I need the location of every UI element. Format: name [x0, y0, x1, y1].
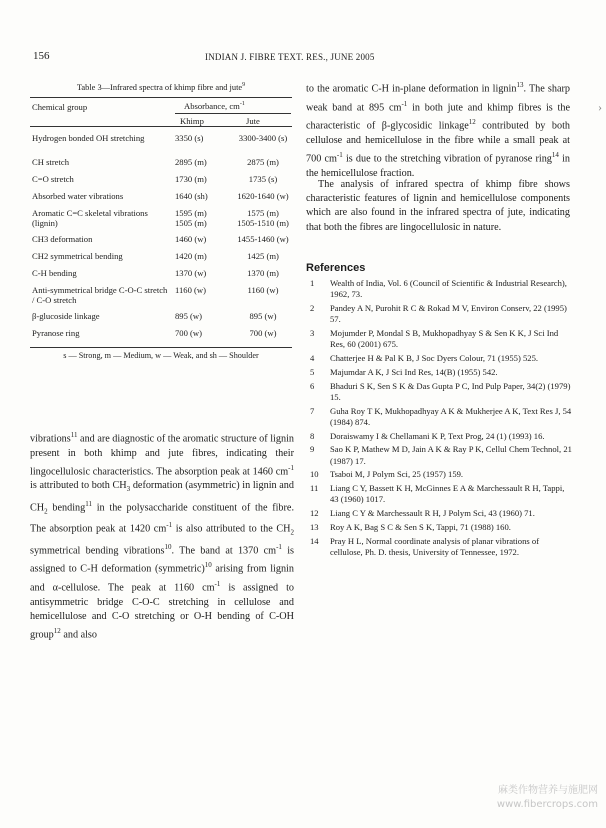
reference-text: Pray H L, Normal coordinate analysis of planar vibrations of cellulose, Ph. D. thesis, University of Tennessee, 1972.	[330, 535, 540, 557]
col-header-absorbance	[184, 101, 245, 111]
table-body	[30, 127, 292, 347]
table-3	[30, 82, 292, 360]
cell-chemical-group: C-H bending	[32, 267, 77, 278]
scan-edge-mark: ›	[598, 100, 602, 114]
reference-text: Guha Roy T K, Mukhopadhyay A K & Mukherjee A K, Text Res J, 54 (1984) 874.	[330, 405, 572, 427]
page-number: 156	[33, 50, 50, 62]
cell-khimp: 1420 (m)	[175, 250, 207, 261]
reference-item	[306, 469, 572, 480]
reference-text: Liang C Y, Bassett K H, McGinnes E A & Marchessault R H, Tappi, 43 (1960) 1017.	[330, 483, 565, 505]
reference-item	[306, 278, 572, 300]
reference-item	[306, 303, 572, 325]
reference-number: 10	[310, 469, 319, 480]
col-header-jute: Jute	[246, 115, 260, 126]
cell-jute: 1425 (m)	[247, 250, 279, 261]
reference-number: 8	[310, 430, 315, 441]
cell-khimp: 700 (w)	[175, 327, 202, 338]
reference-item	[306, 381, 572, 403]
cell-jute: 1370 (m)	[247, 267, 279, 278]
references-heading: References	[306, 262, 366, 274]
reference-text: Bhaduri S K, Sen S K & Das Gupta P C, Ind Pulp Paper, 34(2) (1979) 15.	[330, 380, 571, 402]
references-list	[306, 278, 572, 561]
reference-number: 3	[310, 328, 315, 338]
cell-chemical-group: CH stretch	[32, 156, 69, 167]
table-caption-text: Table 3—Infrared spectra of khimp fibre and jute	[76, 82, 243, 92]
reference-number: 5	[310, 366, 315, 377]
table-header	[30, 98, 292, 126]
col-header-khimp: Khimp	[180, 115, 204, 126]
cell-khimp: 2895 (m)	[175, 156, 207, 167]
cell-chemical-group: Anti-symmetrical bridge C-O-C stretch / C-O stretch	[32, 284, 168, 306]
cell-khimp: 1370 (w)	[175, 267, 207, 278]
reference-item	[306, 522, 572, 533]
body-paragraph-left: vibrations$^{11}$ and are diagnostic of the aromatic structure of lignin present in both khimp and jute fibres, indicating their lingocellulosic characteristics. The absorption peak at 1460 $cm^{-1}$ is attributed to both $CH_3$ deformation (asymmetric) in lignin and $CH_2$ bending$^{11}$ in the polysaccharide constituent of the fibre. The absorption peak at 1420 $cm^{-1}$ is also attributed to the $CH_2$ symmetrical bending vibrations$^{10}$. The band at 1370 $cm^{-1}$ is assigned to C-H deformation (symmetric)$^{10}$ arising from lignin and α-cellulose. The peak at 1160 $cm^{-1}$ is assigned to antisymmetric bridge C-O-C stretching in cellulose and hemicellulose and C-O stretching or O-H bending of C-OH group$^{12}$ and also	[30, 431, 295, 641]
cell-khimp: 1595 (m) 1505 (m)	[175, 207, 207, 229]
cell-jute: 1575 (m) 1505-1510 (m)	[237, 207, 289, 229]
absorbance-underline	[175, 113, 291, 114]
watermark	[448, 784, 598, 812]
col-header-absorbance-unit: -1	[239, 100, 245, 107]
cell-jute: 1455-1460 (w)	[237, 233, 289, 244]
col-header-group: Chemical group	[32, 101, 88, 112]
reference-number: 14	[310, 535, 319, 546]
reference-item	[306, 508, 572, 519]
reference-text: Mojumder P, Mondal S B, Mukhopadhyay S & Sen K K, J Sci Ind Res, 60 (2001) 675.	[330, 328, 559, 350]
table-caption	[30, 82, 292, 92]
reference-item	[306, 406, 572, 428]
cell-jute: 1620-1640 (w)	[237, 190, 289, 201]
cell-khimp: 3350 (s)	[175, 132, 204, 143]
cell-jute: 3300-3400 (s)	[238, 132, 288, 143]
reference-item	[306, 536, 572, 558]
cell-chemical-group: Hydrogen bonded OH stretching	[32, 132, 145, 143]
reference-item	[306, 444, 572, 466]
reference-text: Sao K P, Mathew M D, Jain A K & Ray P K, Cellul Chem Technol, 21 (1987) 17.	[330, 444, 572, 466]
cell-khimp: 1160 (w)	[175, 284, 206, 295]
reference-number: 12	[310, 508, 319, 519]
col-header-absorbance-text: Absorbance, cm	[184, 100, 240, 111]
watermark-line-1: 麻类作物营养与施肥网	[498, 785, 598, 796]
reference-text: Liang C Y & Marchessault R H, J Polym Sci, 43 (1960) 71.	[330, 508, 535, 519]
reference-item	[306, 431, 572, 442]
reference-number: 9	[310, 444, 315, 455]
reference-number: 1	[310, 278, 315, 288]
reference-number: 13	[310, 521, 319, 532]
cell-chemical-group: C=O stretch	[32, 173, 74, 184]
cell-chemical-group: CH3 deformation	[32, 233, 93, 244]
watermark-line-2: www.fibercrops.com	[496, 799, 598, 810]
cell-jute: 1735 (s)	[248, 173, 278, 184]
cell-chemical-group: Aromatic C=C skeletal vibrations (lignin)	[32, 207, 148, 229]
cell-chemical-group: Pyranose ring	[32, 327, 80, 338]
reference-text: Pandey A N, Purohit R C & Rokad M V, Environ Conserv, 22 (1995) 57.	[330, 303, 567, 325]
reference-text: Wealth of India, Vol. 6 (Council of Scientific & Industrial Research), 1962, 73.	[330, 278, 567, 300]
cell-jute: 2875 (m)	[247, 156, 279, 167]
reference-text: Majumdar A K, J Sci Ind Res, 14(B) (1955) 542.	[330, 366, 498, 377]
cell-jute: 895 (w)	[249, 310, 277, 321]
cell-chemical-group: β-glucoside linkage	[32, 310, 100, 321]
body-paragraph-right-1: to the aromatic C-H in-plane deformation in lignin$^{13}$. The sharp weak band at 895 $cm^{-1}$ in both jute and khimp fibres is the characteristic of β-glycosidic linkage$^{12}$ contributed by both cellulose and hemicellulose in the fibre while a small peak at 700 $cm^{-1}$ is due to the stretching vibration of pyranose ring$^{14}$ in the hemicellulose fraction.	[306, 81, 570, 179]
reference-item	[306, 483, 572, 505]
cell-chemical-group: Absorbed water vibrations	[32, 190, 124, 201]
reference-item	[306, 353, 572, 364]
reference-text: Doraiswamy I & Chellamani K P, Text Prog, 24 (1) (1993) 16.	[330, 430, 545, 441]
reference-text: Roy A K, Bag S C & Sen S K, Tappi, 71 (1988) 160.	[330, 521, 511, 532]
cell-jute: 700 (w)	[249, 327, 277, 338]
reference-number: 4	[310, 353, 315, 363]
reference-text: Chatterjee H & Pal K B, J Soc Dyers Colour, 71 (1955) 525.	[330, 353, 539, 363]
reference-number: 11	[310, 483, 319, 494]
table-caption-ref: 9	[242, 82, 246, 88]
running-header: INDIAN J. FIBRE TEXT. RES., JUNE 2005	[205, 52, 375, 62]
cell-chemical-group: CH2 symmetrical bending	[32, 250, 123, 261]
reference-number: 2	[310, 303, 315, 313]
cell-khimp: 1640 (sh)	[175, 190, 208, 201]
cell-khimp: 1730 (m)	[175, 173, 207, 184]
cell-jute: 1160 (w)	[247, 284, 279, 295]
reference-number: 6	[310, 380, 315, 391]
table-footnote: s — Strong, m — Medium, w — Weak, and sh — Shoulder	[63, 350, 259, 360]
reference-number: 7	[310, 405, 315, 416]
reference-item	[306, 367, 572, 378]
body-paragraph-right-2: The analysis of infrared spectra of khimp fibre shows characteristic features of lignin and hemicellulose components which are also found in the infrared spectra of jute, indicating that both the fibres are lingocellulosic in nature.	[306, 179, 570, 233]
reference-item	[306, 328, 572, 350]
reference-text: Tsaboi M, J Polym Sci, 25 (1957) 159.	[330, 469, 464, 480]
cell-khimp: 1460 (w)	[175, 233, 207, 244]
cell-khimp: 895 (w)	[175, 310, 202, 321]
